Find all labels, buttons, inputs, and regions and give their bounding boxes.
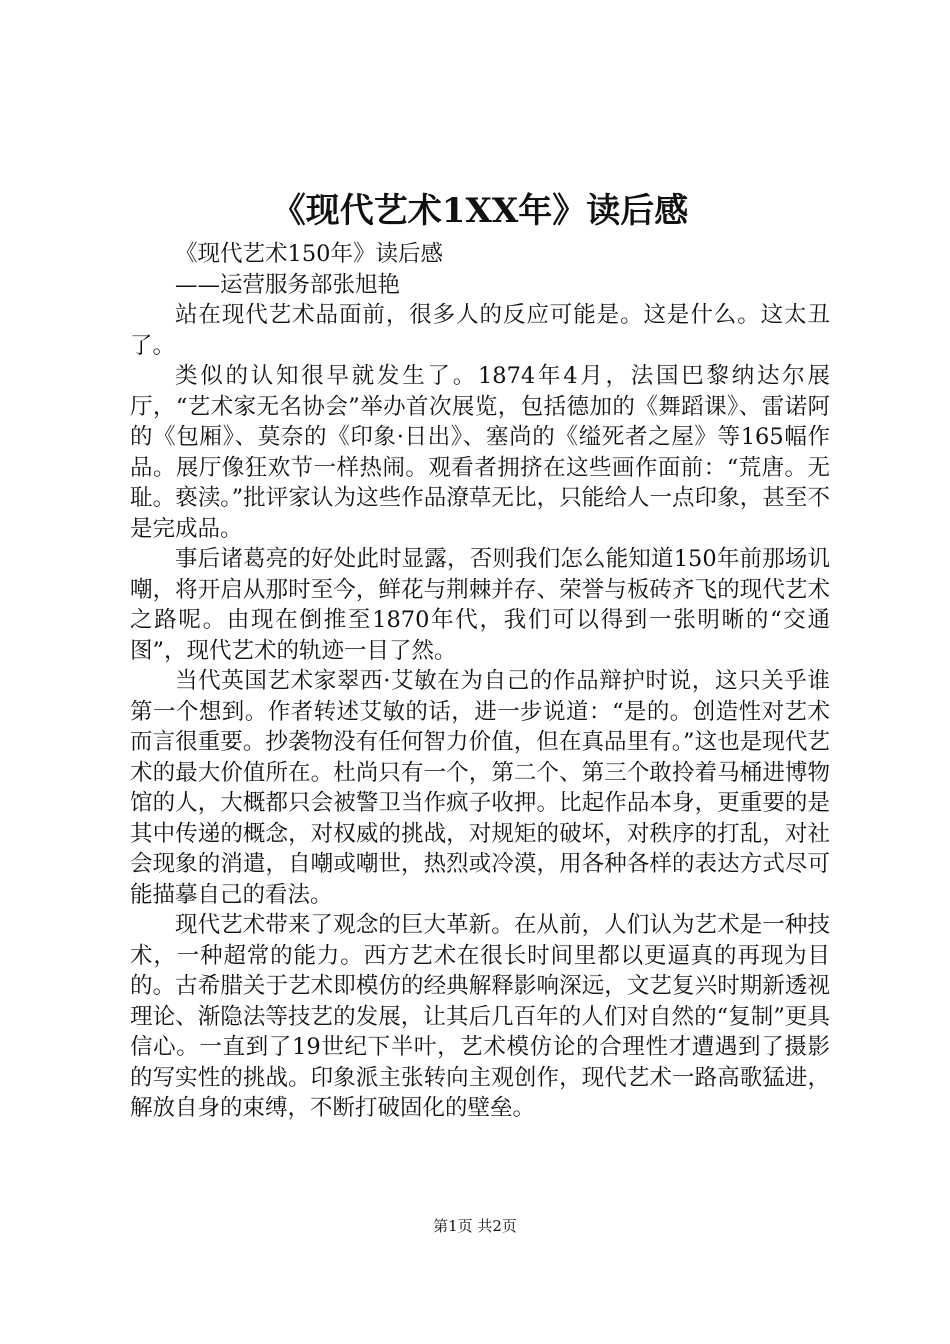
author-line: ——运营服务部张旭艳 — [175, 271, 401, 298]
paragraph: 现代艺术带来了观念的巨大革新。在从前，人们认为艺术是一种技术，一种超常的能力。西方艺术在很长时间里都以更逼真的再现为目的。古希腊关于艺术即模仿的经典解释影响深远，文艺复兴时期新透视理论、渐隐法等技艺的发展，让其后几百年的人们对自然的“复制”更具信心。一直到了19世纪下半叶，艺术模仿论的合理性才遭遇到了摄影的写实性的挑战。印象派主张转向主观创作，现代艺术一路高歌猛进，解放自身的束缚，不断打破固化的壁垒。 — [130, 912, 830, 1121]
document-title: 《现代艺术1XX年》读后感 — [271, 191, 689, 231]
paragraph: 类似的认知很早就发生了。1874年4月，法国巴黎纳达尔展厅，“艺术家无名协会”举办首次展览，包括德加的《舞蹈课》、雷诺阿的《包厢》、莫奈的《印象·日出》、塞尚的《缢死者之屋》等165幅作品。展厅像狂欢节一样热闹。观看者拥挤在这些画作面前：“荒唐。无耻。亵渎。”批评家认为这些作品潦草无比，只能给人一点印象，甚至不是完成品。 — [130, 363, 830, 542]
document-body — [130, 239, 830, 1124]
page-footer: 第1页 共2页 — [433, 1217, 517, 1235]
paragraph: 当代英国艺术家翠西·艾敏在为自己的作品辩护时说，这只关乎谁第一个想到。作者转述艾敏的话，进一步说道：“是的。创造性对艺术而言很重要。抄袭物没有任何智力价值，但在真品里有。”这也是现代艺术的最大价值所在。杜尚只有一个，第二个、第三个敢拎着马桶进博物馆的人，大概都只会被警卫当作疯子收押。比起作品本身，更重要的是其中传递的概念，对权威的挑战，对规矩的破坏，对秩序的打乱，对社会现象的消遣，自嘲或嘲世，热烈或冷漠，用各种各样的表达方式尽可能描摹自己的看法。 — [130, 668, 830, 908]
document-page — [130, 0, 830, 1344]
subtitle: 《现代艺术150年》读后感 — [175, 241, 443, 267]
paragraph: 事后诸葛亮的好处此时显露，否则我们怎么能知道150年前那场讥嘲，将开启从那时至今，鲜花与荆棘并存、荣誉与板砖齐飞的现代艺术之路呢。由现在倒推至1870年代，我们可以得到一张明晰的“交通图”，现代艺术的轨迹一目了然。 — [130, 546, 830, 664]
paragraph: 站在现代艺术品面前，很多人的反应可能是。这是什么。这太丑了。 — [130, 302, 830, 359]
